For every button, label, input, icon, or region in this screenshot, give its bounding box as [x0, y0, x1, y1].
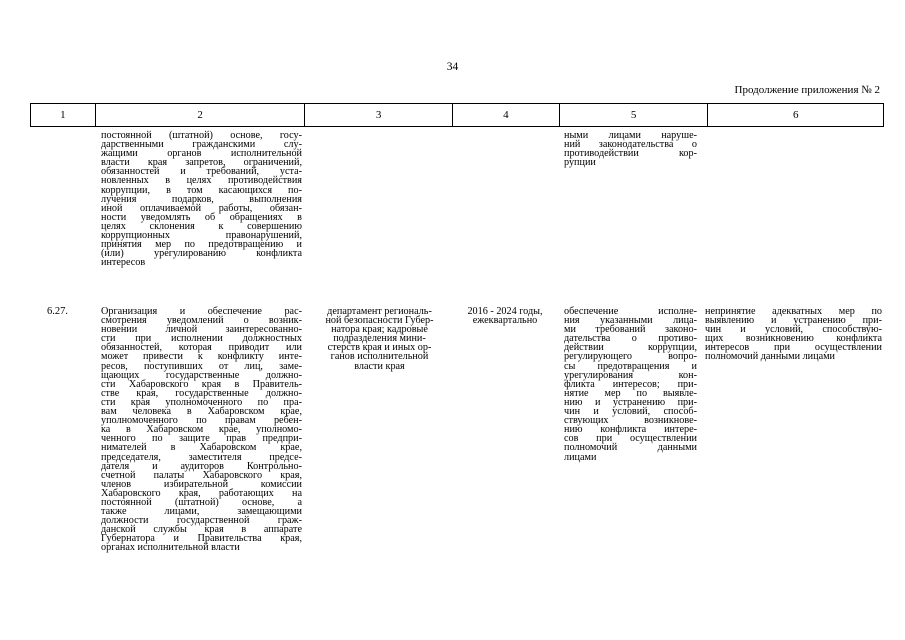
text-line: органах исполнительной власти [101, 542, 240, 554]
text-line: нию конфликта интере- [564, 424, 697, 436]
text-line: дателя и аудиторов Контрольно- [101, 460, 302, 472]
text-line: дарственными гражданскими слу- [101, 139, 302, 151]
header-col-1: 1 [31, 104, 96, 126]
text-line: обеспечение исполне- [564, 306, 697, 317]
text-line: иной оплачиваемой работы, обязан- [101, 202, 302, 214]
text-line: лучения подарков, выполнения [101, 193, 302, 205]
text-line: ченного по защите прав предпри- [101, 433, 302, 445]
text-line: жащими органов исполнительной [101, 148, 302, 160]
text-line: Организация и обеспечение рас- [101, 306, 302, 317]
text-line: целях склонения к совершению [101, 220, 302, 232]
text-line: интересов [101, 257, 146, 269]
text-line: уполномоченного по правам ребен- [101, 415, 302, 427]
text-line: полномочий данными [564, 442, 697, 454]
text-line: чин и условий, способ- [564, 406, 697, 418]
row-6-27-col3 [312, 307, 447, 371]
text-line: противодействии кор- [564, 148, 697, 160]
header-col-6: 6 [792, 109, 799, 121]
continued-row-col5 [564, 131, 697, 167]
text-line: данской службы края в аппарате [101, 524, 302, 536]
header-col-5: 5 [560, 104, 709, 126]
text-line: стерств края и иных ор- [327, 342, 432, 354]
text-line: Хабаровского края, работающих на [101, 487, 302, 499]
row-6-27-col2 [101, 307, 302, 553]
text-line: нимателей в Хабаровском крае, [101, 442, 302, 454]
text-line: ка в Хабаровском крае, уполномо- [101, 424, 302, 436]
text-line: нятие мер по выявле- [564, 387, 697, 399]
row-6-27-col6 [705, 307, 882, 362]
text-line: обязанностей, которая приводит или [101, 342, 302, 354]
text-line: постоянной (штатной) основе, госу- [101, 130, 302, 141]
row-6-27-col5 [564, 307, 697, 462]
text-line: ной безопасности Губер- [325, 315, 434, 327]
continuation-label: Продолжение приложения № 2 [734, 84, 880, 96]
row-6-27-col4 [455, 307, 555, 325]
text-line: интересов при осуществлении [705, 342, 882, 354]
text-line: регулирующего вопро- [564, 351, 697, 363]
text-line: новленных в целях противодействия [101, 175, 302, 187]
text-line: председателя, заместителя предсе- [101, 451, 302, 463]
text-line: лицами [564, 451, 597, 463]
text-line: ний законодательства о [564, 139, 697, 151]
text-line: стве края, государственные должно- [101, 387, 302, 399]
continued-row-col2 [101, 131, 302, 267]
text-line: полномочий данными лицами [705, 351, 836, 363]
text-line: коррупционных правонарушений, [101, 230, 302, 242]
text-line: выявлению и устранению при- [705, 315, 882, 327]
text-line: сти при исполнении должностных [101, 333, 302, 345]
text-line: вам человека в Хабаровском крае, [101, 406, 302, 418]
text-line: может привести к конфликту инте- [101, 351, 302, 363]
table-header-row [30, 103, 884, 127]
text-line: нию и устранению при- [564, 396, 697, 408]
text-line: новении личной заинтересованно- [101, 324, 302, 336]
text-line: действии коррупции, [564, 342, 697, 354]
text-line: должности государственной граж- [101, 515, 302, 527]
text-line: постоянной (штатной) основе, а [101, 496, 302, 508]
header-col-4: 4 [453, 104, 560, 126]
text-line: принятия мер по предотвращению и [101, 239, 302, 251]
text-line: (или) урегулированию конфликта [101, 248, 302, 260]
text-line: смотрения уведомлений о возник- [101, 315, 302, 327]
text-line: щающих государственные должно- [101, 369, 302, 381]
text-line: коррупции, в том касающихся по- [101, 184, 302, 196]
text-line: обязанностей и требований, уста- [101, 166, 302, 178]
text-line: ности уведомлять об обращениях в [101, 211, 302, 223]
text-line: непринятие адекватных мер по [705, 306, 882, 317]
text-line: ежеквартально [472, 315, 538, 327]
text-line: урегулирования кон- [564, 369, 697, 381]
text-line: сы предотвращения и [564, 360, 697, 372]
text-line: также лицами, замещающими [101, 506, 302, 518]
text-line: ния указанными лица- [564, 315, 697, 327]
text-line: подразделения мини- [333, 333, 426, 345]
text-line: власти края запретов, ограничений, [101, 157, 302, 169]
text-line: 2016 - 2024 годы, [467, 306, 543, 317]
text-line: ганов исполнительной [330, 351, 429, 363]
page-number: 34 [446, 61, 459, 73]
text-line: сти Хабаровского края в Правитель- [101, 378, 302, 390]
text-line: дательства о противо- [564, 333, 697, 345]
text-line: департамент региональ- [327, 306, 432, 317]
text-line: Губернатора и Правительства края, [101, 533, 302, 545]
text-line: ресов, поступивших от лиц, заме- [101, 360, 302, 372]
text-line: власти края [354, 360, 405, 372]
text-line: рупции [564, 157, 596, 169]
text-line: сти края уполномоченного по пра- [101, 396, 302, 408]
text-line: щих возникновению конфликта [705, 333, 882, 345]
text-line: ми требований законо- [564, 324, 697, 336]
header-col-2: 2 [96, 104, 306, 126]
header-col-3: 3 [305, 104, 453, 126]
text-line: чин и условий, способствую- [705, 324, 882, 336]
row-number: 6.27. [47, 306, 68, 317]
text-line: натора края; кадровые [331, 324, 428, 336]
text-line: членов избирательной комиссии [101, 478, 302, 490]
text-line: сов при осуществлении [564, 433, 697, 445]
text-line: фликта интересов; при- [564, 378, 697, 390]
text-line: счетной палаты Хабаровского края, [101, 469, 302, 481]
text-line: ными лицами наруше- [564, 130, 697, 141]
text-line: ствующих возникнове- [564, 415, 697, 427]
